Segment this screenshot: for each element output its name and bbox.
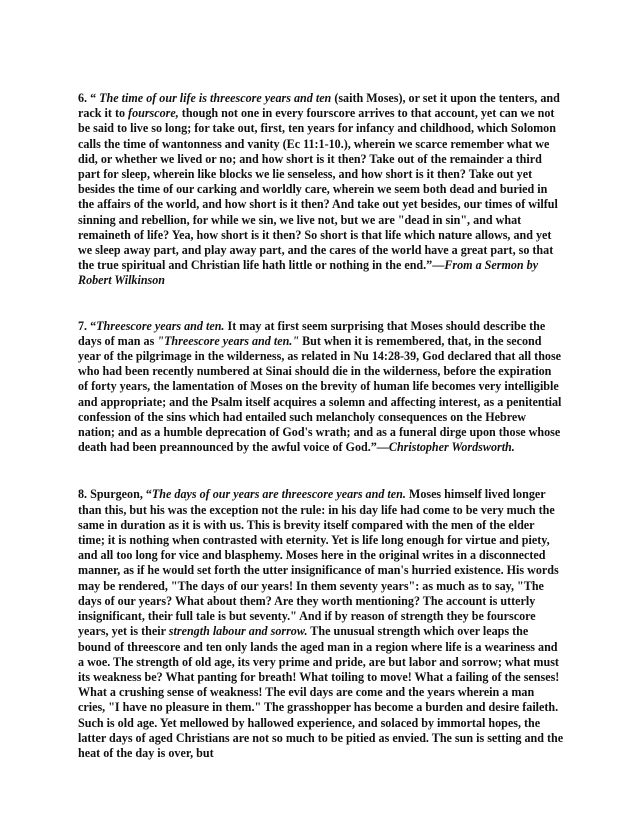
paragraph-8-number: 8. Spurgeon, “ (78, 487, 152, 502)
body-text: It may at first seem surprising that Moses should describe the days of man as (78, 318, 546, 348)
quoted-phrase: The days of our years are threescore years and ten. (151, 487, 406, 502)
quoted-phrase: The time of our life is threescore years and ten (99, 91, 332, 105)
paragraph-spacer (78, 289, 564, 319)
body-text: though not one in every fourscore arrives to that account, yet can we not be said to live so long; for take out, first, ten years for infancy and childhood, which Solomon calls the time of wantonness and vanity (Ec 11:1-10.), wherein we scarce remember what we did, or whether we lived or no; and how short is it then? Take out of the remainder a third part for sleep, wherein like blocks we lie senseless, and how short is it then? Take out yet besides the time of our carking and worldly care, wherein we seem both dead and buried in the affairs of the world, and how short is it then? And take out yet besides, our times of wilful sinning and rebellion, for while we sin, we live not, but we are "dead in sin", and what remaineth of life? Yea, how short is it then? So short is that life which nature allows, and yet we sleep away part, and play away part, and the cares of the world have a great part, so that the true spiritual and Christian life hath little or nothing in the end.”— (78, 106, 558, 273)
paragraph-7 (78, 319, 564, 456)
body-text: (saith Moses), or set it upon the tenters, and rack it to (78, 91, 560, 121)
body-text: But when it is remembered, that, in the second year of the pilgrimage in the wilderness, as related in Nu 14:28-39, God declared that all those who had been recently numbered at Sinai should die in the wilderness, before the expiration of forty years, the lamentation of Moses on the brevity of human life becomes very intelligible and appropriate; and the Psalm itself acquires a solemn and affecting interest, as a penitential confession of the sins which had entailed such melancholy consequences on the Hebrew nation; and as a humble deprecation of God's wrath; and as a funeral dirge upon those whose death had been preannounced by the awful voice of God.”— (78, 333, 562, 455)
paragraph-6 (78, 91, 564, 289)
paragraph-spacer (78, 455, 564, 487)
attribution: Christopher Wordsworth. (388, 440, 515, 455)
body-text: The unusual strength which over leaps the bound of threescore and ten only lands the aged man in a region where life is a weariness and a woe. The strength of old age, its very prime and pride, are but labor and sorrow; what must its weakness be? What panting for breath! What toiling to move! What a failing of the senses! What a crushing sense of weakness! The evil days are come and the years wherein a man cries, "I have no pleasure in them." The grasshopper has become a burden and desire faileth. Such is old age. Yet mellowed by hallowed experience, and solaced by immortal hopes, the latter days of aged Christians are not so much to be pitied as envied. The sun is setting and the heat of the day is over, but (78, 624, 564, 760)
quoted-phrase: strength labour and sorrow. (168, 624, 308, 639)
quoted-phrase: "Threescore years and ten." (157, 333, 300, 348)
body-text: Moses himself lived longer than this, but his was the exception not the rule: in his day life had come to be very much the same in duration as it is with us. This is brevity itself compared with the men of the elder time; it is nothing when contrasted with eternity. Yet is life long enough for virtue and piety, and all too long for vice and blasphemy. Moses here in the original writes in a disconnected manner, as if he would set forth the utter insignificance of man's hurried existence. His words may be rendered, "The days of our years! In them seventy years": as much as to say, "The days of our years? What about them? Are they worth mentioning? The account is utterly insignificant, their full tale is but seventy." And if by reason of strength they be fourscore years, yet is their (78, 487, 559, 639)
document-page (78, 91, 564, 761)
paragraph-8 (78, 487, 564, 761)
paragraph-6-number: 6. “ (78, 91, 100, 105)
quoted-phrase: Threescore years and ten. (96, 318, 225, 333)
paragraph-7-number: 7. “ (78, 318, 97, 333)
attribution: From a Sermon by Robert Wilkinson (78, 258, 539, 288)
emphasis-fourscore: fourscore, (128, 106, 179, 121)
